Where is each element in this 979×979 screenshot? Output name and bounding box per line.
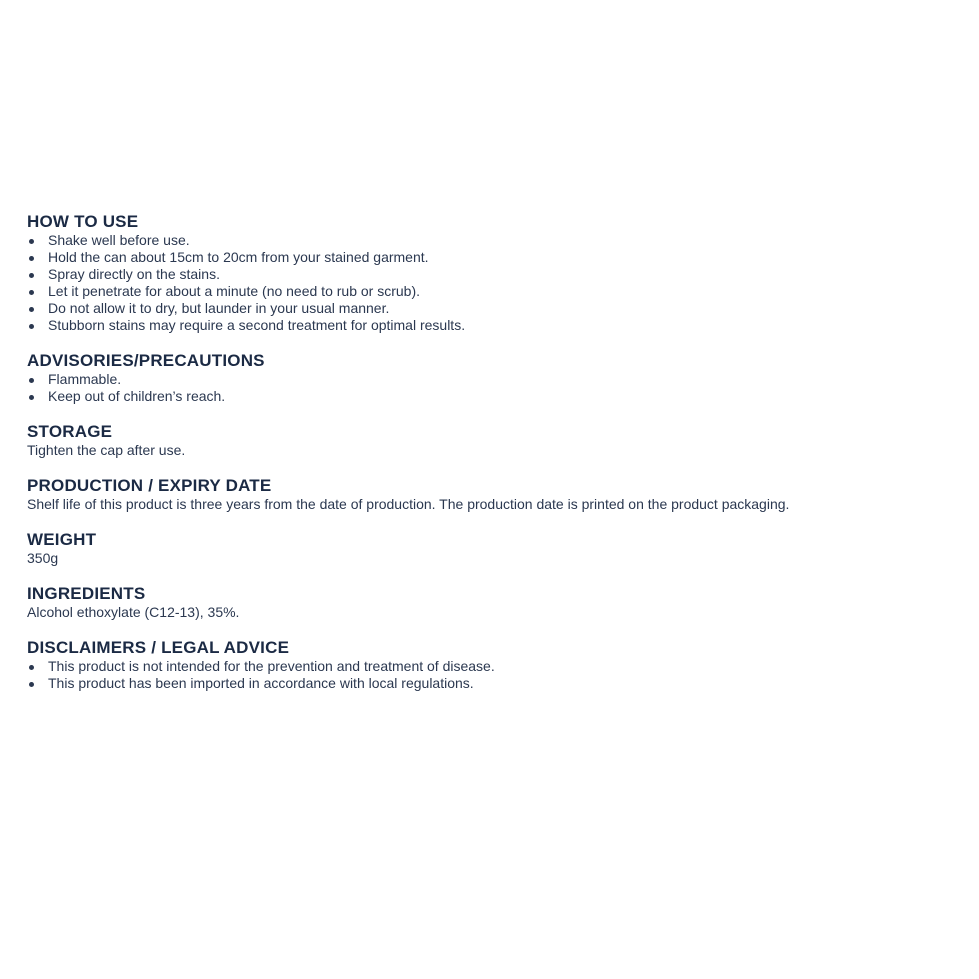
bullet-icon — [29, 290, 34, 295]
bullet-icon — [29, 324, 34, 329]
storage-heading: STORAGE — [27, 422, 113, 441]
list-item-text: This product is not intended for the prevention and treatment of disease. — [48, 658, 495, 674]
list-item-text: Hold the can about 15cm to 20cm from your stained garment. — [48, 249, 429, 265]
list-item-text: Do not allow it to dry, but launder in your usual manner. — [48, 300, 390, 316]
ingredients-text: Alcohol ethoxylate (C12-13), 35%. — [27, 604, 240, 620]
list-item — [27, 675, 957, 692]
disclaimers-section — [27, 638, 957, 692]
advisories-section — [27, 351, 957, 405]
bullet-icon — [29, 665, 34, 670]
weight-section — [27, 530, 957, 567]
bullet-icon — [29, 256, 34, 261]
list-item — [27, 388, 957, 405]
production-expiry-text: Shelf life of this product is three years from the date of production. The production date is printed on the product packaging. — [27, 496, 790, 512]
bullet-icon — [29, 682, 34, 687]
how-to-use-heading: HOW TO USE — [27, 212, 139, 231]
ingredients-section — [27, 584, 957, 621]
weight-heading: WEIGHT — [27, 530, 97, 549]
list-item-text: This product has been imported in accordance with local regulations. — [48, 675, 474, 691]
bullet-icon — [29, 307, 34, 312]
storage-section — [27, 422, 957, 459]
list-item-text: Flammable. — [48, 371, 122, 387]
bullet-icon — [29, 239, 34, 244]
weight-text: 350g — [27, 550, 59, 566]
list-item — [27, 371, 957, 388]
disclaimers-list — [27, 658, 957, 692]
production-expiry-heading: PRODUCTION / EXPIRY DATE — [27, 476, 272, 495]
disclaimers-heading: DISCLAIMERS / LEGAL ADVICE — [27, 638, 290, 657]
production-expiry-section — [27, 476, 957, 513]
list-item-text: Let it penetrate for about a minute (no need to rub or scrub). — [48, 283, 420, 299]
bullet-icon — [29, 378, 34, 383]
ingredients-heading: INGREDIENTS — [27, 584, 146, 603]
list-item-text: Shake well before use. — [48, 232, 190, 248]
bullet-icon — [29, 273, 34, 278]
list-item-text: Stubborn stains may require a second treatment for optimal results. — [48, 317, 466, 333]
how-to-use-section — [27, 212, 957, 334]
list-item-text: Spray directly on the stains. — [48, 266, 220, 282]
bullet-icon — [29, 395, 34, 400]
list-item — [27, 249, 957, 266]
list-item-text: Keep out of children’s reach. — [48, 388, 226, 404]
list-item — [27, 300, 957, 317]
list-item — [27, 266, 957, 283]
product-info — [27, 212, 957, 709]
list-item — [27, 232, 957, 249]
advisories-heading: ADVISORIES/PRECAUTIONS — [27, 351, 265, 370]
how-to-use-list — [27, 232, 957, 334]
list-item — [27, 658, 957, 675]
list-item — [27, 283, 957, 300]
storage-text: Tighten the cap after use. — [27, 442, 186, 458]
advisories-list — [27, 371, 957, 405]
list-item — [27, 317, 957, 334]
